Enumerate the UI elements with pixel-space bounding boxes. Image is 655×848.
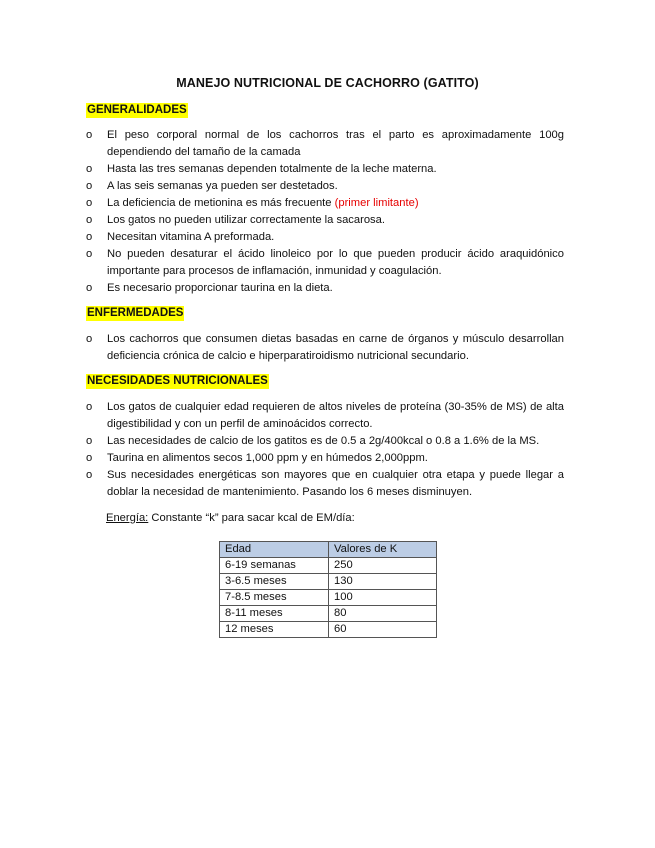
list-item: o A las seis semanas ya pueden ser destetados. [86, 180, 338, 192]
table-row [220, 590, 437, 606]
table-cell: 60 [329, 622, 437, 638]
energy-line [106, 511, 355, 526]
table-cell: 3-6.5 meses [220, 574, 329, 590]
list-item: o La deficiencia de metionina es más frecuente (primer limitante) [86, 197, 419, 209]
page-title: MANEJO NUTRICIONAL DE CACHORRO (GATITO) [176, 76, 479, 90]
list-enfermedades [86, 331, 564, 365]
table-row [220, 558, 437, 574]
energy-text: Constante “k” para sacar kcal de EM/día: [148, 512, 355, 524]
list-item: o No pueden desaturar el ácido linoleico por lo que pueden producir ácido araquidónico importante para procesos de inflamación, inmunidad y coagulación. [86, 248, 564, 277]
list-item: o Los cachorros que consumen dietas basadas en carne de órganos y músculo desarrollan deficiencia crónica de calcio e hiperparatiroidismo nutricional secundario. [86, 333, 564, 362]
table-cell: 100 [329, 590, 437, 606]
list-item: o Taurina en alimentos secos 1,000 ppm y en húmedos 2,000ppm. [86, 452, 428, 464]
list-item: o Hasta las tres semanas dependen totalmente de la leche materna. [86, 163, 437, 175]
table-row [220, 622, 437, 638]
list-necesidades [86, 399, 564, 501]
highlight-limitante: (primer limitante) [334, 197, 419, 209]
table-header-row [220, 542, 437, 558]
list-item: o Es necesario proporcionar taurina en la dieta. [86, 282, 333, 294]
table-cell: 250 [329, 558, 437, 574]
table-header-edad: Edad [220, 542, 329, 558]
list-item: o Los gatos de cualquier edad requieren de altos niveles de proteína (30-35% de MS) de alta digestibilidad y con un perfil de aminoácidos correcto. [86, 401, 564, 430]
list-item: o Necesitan vitamina A preformada. [86, 231, 275, 243]
table-cell: 6-19 semanas [220, 558, 329, 574]
list-item: o Las necesidades de calcio de los gatitos es de 0.5 a 2g/400kcal o 0.8 a 1.6% de la MS. [86, 435, 540, 447]
list-item: o Sus necesidades energéticas son mayores que en cualquier otra etapa y puede llegar a doblar la necesidad de mantenimiento. Pasando los 6 meses disminuyen. [86, 469, 564, 498]
heading-generalidades: GENERALIDADES [87, 104, 187, 116]
table-row [220, 606, 437, 622]
heading-necesidades: NECESIDADES NUTRICIONALES [87, 375, 268, 387]
table-header-valores: Valores de K [329, 542, 437, 558]
heading-enfermedades: ENFERMEDADES [87, 307, 184, 319]
energy-label: Energía: [106, 512, 149, 524]
table-row [220, 574, 437, 590]
table-cell: 12 meses [220, 622, 329, 638]
table-cell: 8-11 meses [220, 606, 329, 622]
list-item: o El peso corporal normal de los cachorros tras el parto es aproximadamente 100g dependiendo del tamaño de la camada [86, 129, 564, 158]
list-generalidades [86, 127, 564, 297]
table-cell: 130 [329, 574, 437, 590]
k-values-table [219, 541, 437, 638]
table-cell: 80 [329, 606, 437, 622]
table-cell: 7-8.5 meses [220, 590, 329, 606]
list-item: o Los gatos no pueden utilizar correctamente la sacarosa. [86, 214, 385, 226]
